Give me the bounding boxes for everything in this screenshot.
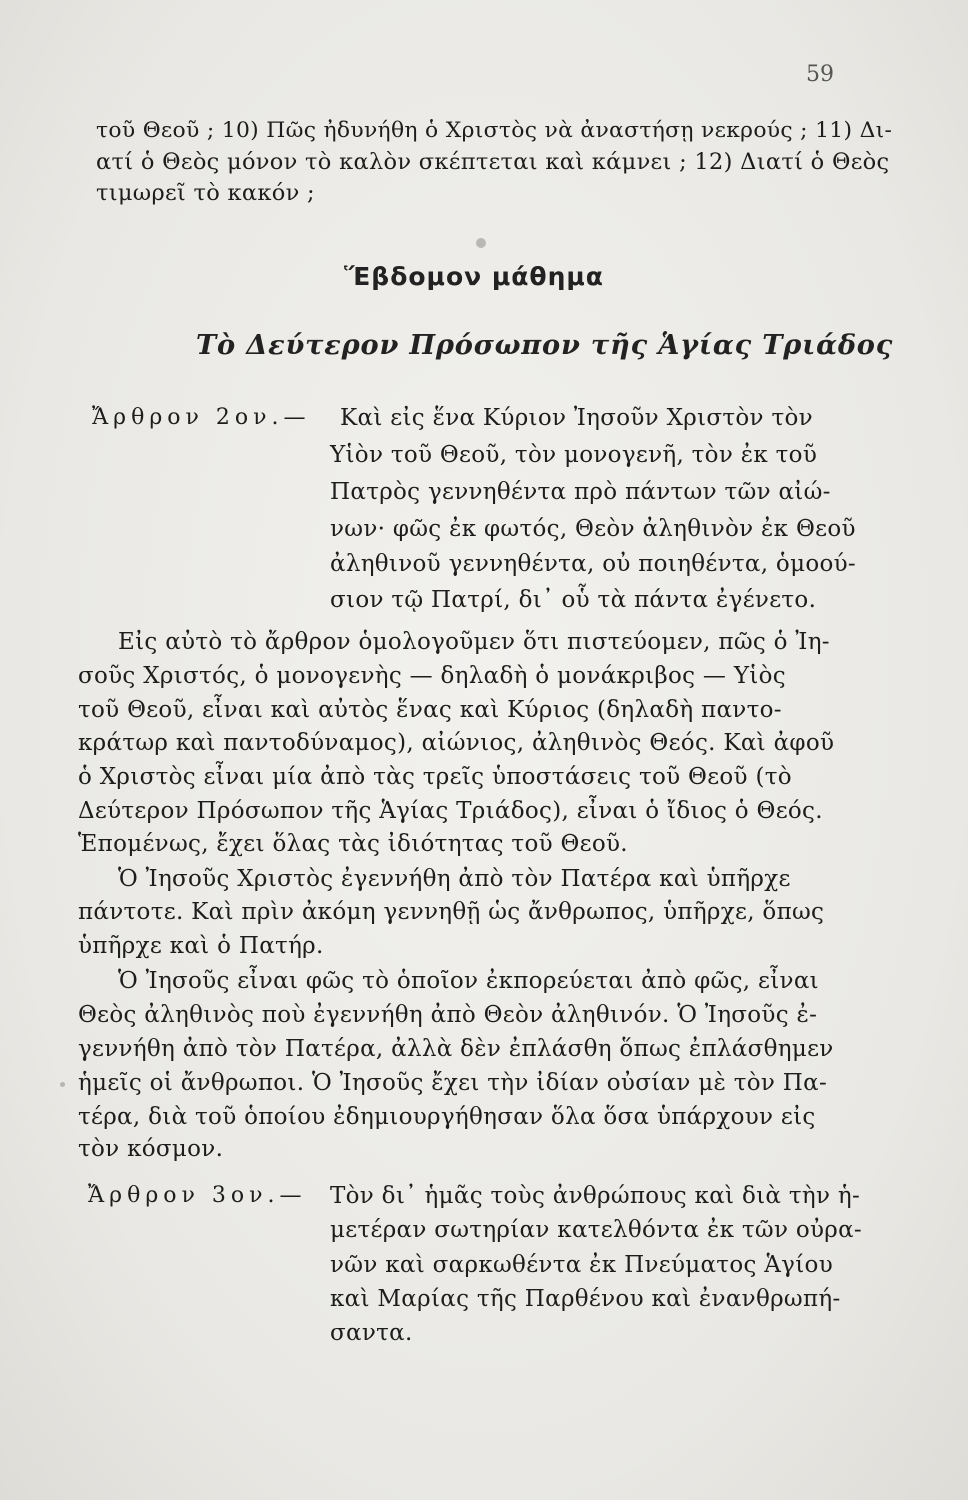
intro-line: τοῦ Θεοῦ ; 10) Πῶς ἠδυνήθη ὁ Χριστὸς νὰ ἀναστήσῃ νεκρούς ; 11) Δι- bbox=[96, 118, 893, 143]
body-line: Δεύτερον Πρόσωπον τῆς Ἁγίας Τριάδος), εἶναι ὁ ἴδιος ὁ Θεός. bbox=[78, 798, 823, 824]
article3-line: Τὸν δι᾿ ἡμᾶς τοὺς ἀνθρώπους καὶ διὰ τὴν ἡ- bbox=[330, 1183, 861, 1209]
article3-line: μετέραν σωτηρίαν κατελθόντα ἐκ τῶν οὐρα- bbox=[330, 1217, 862, 1243]
intro-line: τιμωρεῖ τὸ κακόν ; bbox=[96, 180, 315, 206]
body-line: γεννήθη ἀπὸ τὸν Πατέρα, ἀλλὰ δὲν ἐπλάσθη ὅπως ἐπλάσθημεν bbox=[78, 1036, 834, 1062]
article2-line: σιον τῷ Πατρί, δι᾿ οὗ τὰ πάντα ἐγένετο. bbox=[330, 587, 817, 613]
lesson-heading: Ἕβδομον μάθημα bbox=[344, 262, 604, 291]
body-line: Ἑπομένως, ἔχει ὅλας τὰς ἰδιότητας τοῦ Θεοῦ. bbox=[78, 831, 628, 857]
body-line: κράτωρ καὶ παντοδύναμος), αἰώνιος, ἀληθινὸς Θεός. Καὶ ἀφοῦ bbox=[78, 730, 835, 756]
body-line: ὁ Χριστὸς εἶναι μία ἀπὸ τὰς τρεῖς ὑποστάσεις τοῦ Θεοῦ (τὸ bbox=[78, 764, 792, 790]
ink-smudge bbox=[476, 238, 486, 248]
article3-line: σαντα. bbox=[330, 1320, 413, 1346]
intro-line: ατί ὁ Θεὸς μόνον τὸ καλὸν σκέπτεται καὶ κάμνει ; 12) Διατί ὁ Θεὸς bbox=[96, 149, 890, 175]
body-line: ἡμεῖς οἱ ἄνθρωποι. Ὁ Ἰησοῦς ἔχει τὴν ἰδίαν οὐσίαν μὲ τὸν Πα- bbox=[78, 1070, 828, 1096]
article2-line: νων· φῶς ἐκ φωτός, Θεὸν ἀληθινὸν ἐκ Θεοῦ bbox=[330, 516, 856, 542]
body-line: Ὁ Ἰησοῦς εἶναι φῶς τὸ ὁποῖον ἐκπορεύεται ἀπὸ φῶς, εἶναι bbox=[118, 968, 819, 994]
body-line: ὑπῆρχε καὶ ὁ Πατήρ. bbox=[78, 933, 324, 959]
page-number: 59 bbox=[806, 62, 834, 87]
article3-line: νῶν καὶ σαρκωθέντα ἐκ Πνεύματος Ἁγίου bbox=[330, 1252, 833, 1278]
article3-line: καὶ Μαρίας τῆς Παρθένου καὶ ἐνανθρωπή- bbox=[330, 1286, 841, 1312]
article2-line: Πατρὸς γεννηθέντα πρὸ πάντων τῶν αἰώ- bbox=[330, 479, 831, 505]
body-line: τέρα, διὰ τοῦ ὁποίου ἐδημιουργήθησαν ὅλα ὅσα ὑπάρχουν εἰς bbox=[78, 1104, 816, 1130]
article2-label: Ἄρθρον 2ον.— bbox=[92, 405, 311, 430]
article3-label: Ἄρθρον 3ον.— bbox=[88, 1183, 307, 1208]
body-line: τοῦ Θεοῦ, εἶναι καὶ αὐτὸς ἕνας καὶ Κύριος (δηλαδὴ παντο- bbox=[78, 697, 782, 723]
article2-line: Υἱὸν τοῦ Θεοῦ, τὸν μονογενῆ, τὸν ἐκ τοῦ bbox=[330, 442, 818, 468]
ink-dot bbox=[60, 1082, 65, 1087]
article2-line: ἀληθινοῦ γεννηθέντα, οὐ ποιηθέντα, ὁμοού- bbox=[330, 551, 856, 577]
article2-line: Καὶ εἰς ἕνα Κύριον Ἰησοῦν Χριστὸν τὸν bbox=[340, 405, 813, 431]
body-line: Ὁ Ἰησοῦς Χριστὸς ἐγεννήθη ἀπὸ τὸν Πατέρα καὶ ὑπῆρχε bbox=[118, 866, 791, 892]
section-title: Τὸ Δεύτερον Πρόσωπον τῆς Ἁγίας Τριάδος bbox=[196, 329, 894, 361]
body-line: πάντοτε. Καὶ πρὶν ἀκόμη γεννηθῇ ὡς ἄνθρωπος, ὑπῆρχε, ὅπως bbox=[78, 899, 825, 925]
body-line: τὸν κόσμον. bbox=[78, 1136, 224, 1162]
body-line: Εἰς αὐτὸ τὸ ἄρθρον ὁμολογοῦμεν ὅτι πιστεύομεν, πῶς ὁ Ἰη- bbox=[118, 629, 830, 655]
body-line: Θεὸς ἀληθινὸς ποὺ ἐγεννήθη ἀπὸ Θεὸν ἀληθινόν. Ὁ Ἰησοῦς ἐ- bbox=[78, 1002, 818, 1028]
body-line: σοῦς Χριστός, ὁ μονογενὴς — δηλαδὴ ὁ μονάκριβος — Υἱὸς bbox=[78, 663, 786, 689]
